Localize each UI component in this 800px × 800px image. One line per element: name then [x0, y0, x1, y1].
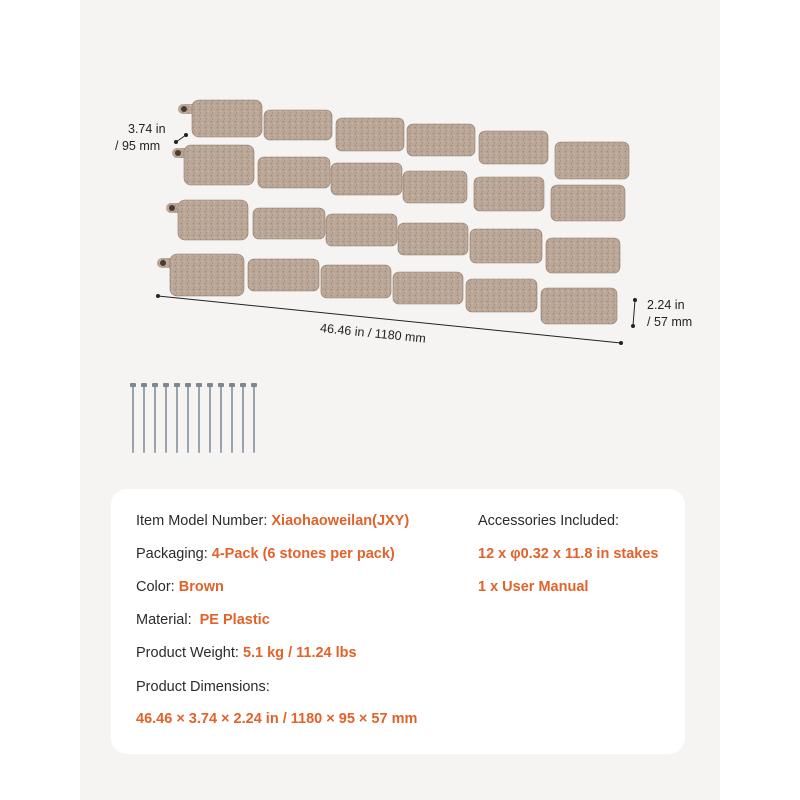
width-dimension-in: 3.74 in: [128, 122, 166, 136]
spec-model-label: Item Model Number:: [136, 513, 268, 529]
width-dimension-marker: [174, 133, 188, 144]
spec-accessory-manual: [478, 579, 588, 595]
spec-packaging-value: 4-Pack (6 stones per pack): [211, 546, 395, 562]
spec-accessory-manual-text: 1 x User Manual: [478, 579, 589, 595]
spec-dimensions-value: [136, 711, 417, 727]
spec-dimensions-label: Product Dimensions:: [136, 679, 270, 695]
height-dimension-in: 2.24 in: [647, 298, 685, 312]
height-dimension-mm: / 57 mm: [647, 315, 693, 329]
spec-material: [136, 612, 270, 628]
spec-color-value: Brown: [178, 579, 224, 595]
spec-accessory-stakes: [478, 546, 658, 562]
spec-packaging-label: Packaging:: [136, 546, 208, 562]
length-dimension-label: 46.46 in / 1180 mm: [319, 320, 427, 346]
spec-color: [136, 579, 224, 595]
spec-color-label: Color:: [136, 579, 175, 595]
spec-material-value: PE Plastic: [199, 612, 270, 628]
width-dimension-mm: / 95 mm: [115, 139, 161, 153]
spec-accessories-label: Accessories Included:: [478, 513, 620, 529]
spec-accessory-stakes-text: 12 x φ0.32 x 11.8 in stakes: [478, 546, 659, 562]
spec-weight: [136, 645, 357, 661]
spec-weight-value: 5.1 kg / 11.24 lbs: [242, 645, 357, 661]
spec-material-label: Material:: [136, 612, 192, 628]
spec-packaging: [136, 546, 395, 562]
spec-model: [136, 513, 409, 529]
spec-dimensions-value-text: 46.46 × 3.74 × 2.24 in / 1180 × 95 × 57 mm: [136, 711, 418, 727]
height-dimension-marker: [631, 298, 637, 328]
spec-weight-label: Product Weight:: [136, 645, 239, 661]
spec-model-value: Xiaohaoweilan(JXY): [271, 513, 410, 529]
stakes-icon: [133, 386, 254, 452]
